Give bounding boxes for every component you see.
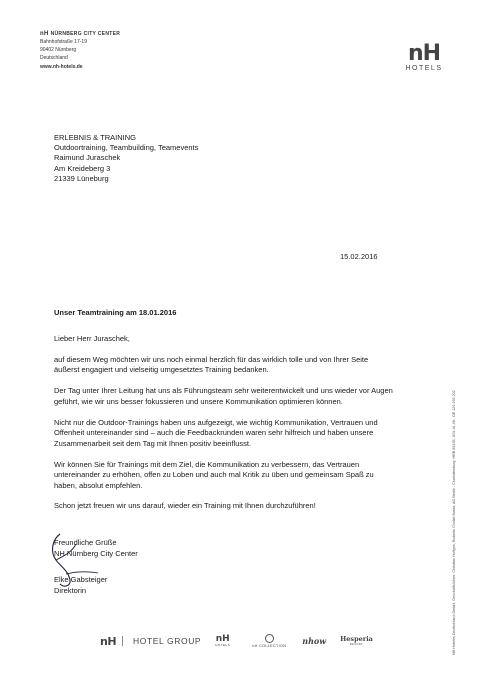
footer-hesperia-label: Hesperia bbox=[340, 635, 373, 643]
recipient-line: Outdoortraining, Teambuilding, Teamevents bbox=[54, 143, 199, 153]
recipient-address bbox=[54, 133, 198, 184]
footer-nhow-logo: nhow bbox=[302, 636, 327, 646]
footer-nh-collection-logo bbox=[252, 634, 286, 648]
body-paragraph: Schon jetzt freuen wir uns darauf, wieder ein Training mit Ihnen durchzuführen! bbox=[54, 501, 316, 511]
footer-hotel-group bbox=[100, 635, 201, 648]
sender-website: www.nh-hotels.de bbox=[40, 64, 83, 70]
footer-brands bbox=[100, 631, 390, 651]
signer-title: Direktorin bbox=[54, 585, 87, 595]
recipient-line: Raimund Juraschek bbox=[54, 153, 121, 163]
company-legal-info: NH Hoteles Deutschland GmbH, Geschäftsführer: Christian Hoffgen, Roberto Chollet Ibarra, AG Berlin - Charlottenburg: HRB 69135, USt.-Id.-Nr.: DE 129 293 202 bbox=[452, 390, 456, 655]
closing-company: NH Nürnberg City Center bbox=[54, 548, 138, 558]
hotel-group-mark: nH bbox=[100, 634, 117, 648]
sender-brand-text: NÜRNBERG CITY CENTER bbox=[50, 31, 121, 37]
body-paragraph: auf diesem Weg möchten wir uns noch einmal herzlich für das wirklich tolle und von Ihrer Seite äußerst engagiert und vielseitig umgesetztes Training bedanken. bbox=[54, 354, 369, 375]
sender-street: Bahnhofstraße 17-19 bbox=[40, 39, 87, 45]
recipient-line: ERLEBNIS & TRAINING bbox=[54, 133, 136, 142]
footer-collection-label: nH COLLECTION bbox=[252, 644, 287, 648]
body-paragraph: Wir können Sie für Trainings mit dem Ziel, die Kommunikation zu verbessern, das Vertrauen untereinander zu erhöhen, offen zu Loben und auch mal Kritik zu üben und gemeinsam Spaß zu haben, absolut empfehlen. bbox=[54, 459, 374, 490]
sender-city: 90402 Nürnberg bbox=[40, 47, 77, 53]
logo-mark: nH bbox=[407, 41, 441, 66]
body-paragraph: Nicht nur die Outdoor-Trainings haben uns aufgezeigt, wie wichtig Kommunikation, Vertrauen und Offenheit untereinander sind – auch die Feedbackrunden waren sehr hilfreich und haben unsere Zusammenarbeit seit dem Tag mit Ihnen positiv beeinflusst. bbox=[54, 417, 378, 448]
footer-hotels-mark: nH bbox=[215, 634, 230, 644]
footer-divider bbox=[122, 636, 123, 646]
closing-greeting: Freundliche Grüße bbox=[54, 538, 117, 547]
letter-subject: Unser Teamtraining am 18.01.2016 bbox=[54, 308, 177, 317]
footer-nh-hotels-logo bbox=[215, 635, 230, 647]
recipient-line: 21339 Lüneburg bbox=[54, 173, 109, 183]
sender-address-block bbox=[40, 30, 120, 71]
nh-hotels-logo bbox=[400, 41, 448, 73]
logo-label: HOTELS bbox=[405, 65, 443, 72]
signer-name: Elke Gabsteiger bbox=[54, 575, 108, 584]
collection-emblem-icon bbox=[265, 634, 274, 643]
footer-hotels-label: HOTELS bbox=[215, 643, 231, 647]
salutation: Lieber Herr Juraschek, bbox=[54, 334, 130, 343]
signer-block bbox=[54, 575, 107, 596]
recipient-line: Am Kreideberg 3 bbox=[54, 163, 111, 173]
hotel-group-label: HOTEL GROUP bbox=[133, 636, 202, 646]
letter-date: 15.02.2016 bbox=[340, 252, 378, 261]
sender-country: Deutschland bbox=[40, 55, 68, 61]
letter-body bbox=[54, 334, 394, 522]
body-paragraph: Der Tag unter Ihrer Leitung hat uns als Führungsteam sehr weiterentwickelt und uns wieder vor Augen geführt, wie wir uns besser fokussieren und unsere Kommunikation optimieren können. bbox=[54, 386, 393, 406]
footer-hesperia-logo bbox=[340, 636, 373, 646]
sender-brand bbox=[40, 30, 120, 38]
nh-mark-icon: nH bbox=[40, 31, 49, 37]
footer-hesperia-sub: RESORT bbox=[349, 643, 364, 646]
